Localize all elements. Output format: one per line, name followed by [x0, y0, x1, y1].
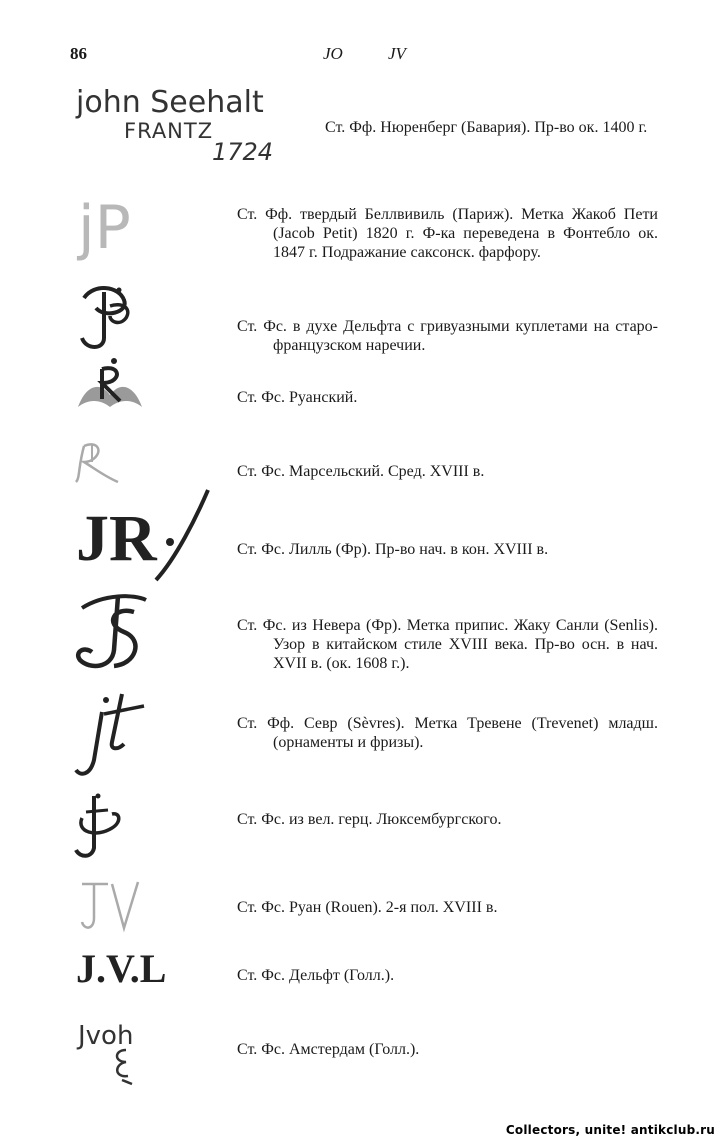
- page-number: 86: [70, 44, 87, 63]
- entry-1-text: Ст. Фф. Нюренберг (Бавария). Пр-во ок. 1400 г.: [325, 119, 648, 136]
- running-head-left: JO: [323, 44, 343, 63]
- entry-3-text: Ст. Фс. в духе Дельфта с гривуазными куплетами на старо-французском наречии.: [237, 318, 658, 354]
- mark-js-nevers: [74, 590, 154, 675]
- mark-john-seehalt-line2: FRANTZ: [124, 119, 214, 143]
- mark-jr-lille: [76, 488, 211, 583]
- mark-jp-script: [74, 278, 144, 353]
- entry-6-text: Ст. Фс. Лилль (Фр). Пр-во нач. в кон. XVIII в.: [237, 541, 549, 558]
- mark-jp: [76, 190, 156, 263]
- entry-12-text: Ст. Фс. Амстердам (Голл.).: [237, 1041, 420, 1058]
- mark-jvl-delft-text: J.V.L: [76, 946, 167, 991]
- mark-jvl-delft: [76, 946, 211, 991]
- running-head-right: JV: [388, 44, 406, 63]
- mark-r-marseille: [74, 438, 134, 486]
- entry-8-text: Ст. Фф. Севр (Sèvres). Метка Тревене (Trevenet) младш. (орнаменты и фризы).: [237, 715, 658, 751]
- entry-5-text: Ст. Фс. Марсельский. Сред. XVIII в.: [237, 463, 485, 480]
- mark-jvoh-amsterdam: [76, 1008, 166, 1088]
- mark-jt-sevres: [72, 690, 152, 780]
- watermark: Collectors, unite! antikclub.ru: [505, 1123, 715, 1137]
- mark-jf-luxembourg: [72, 792, 127, 862]
- mark-john-seehalt: [74, 80, 289, 165]
- entry-11-text: Ст. Фс. Дельфт (Голл.).: [237, 967, 395, 984]
- entry-7-text: Ст. Фс. из Невера (Фр). Метка припис. Жаку Санли (Senlis). Узор в китайском стиле XVIII века. Пр-во осн. в нач. XVII в. (ок. 1608 г.).: [237, 617, 658, 672]
- mark-john-seehalt-line1: john Seehalt: [76, 85, 264, 120]
- entry-2-text: Ст. Фф. твердый Беллвивиль (Париж). Метка Жакоб Пети (Jacob Petit) 1820 г. Ф-ка переведена в Фонтебло ок. 1847 г. Подражание саксонск. фарфору.: [237, 206, 658, 261]
- mark-r-rouen: [76, 355, 146, 415]
- mark-jr-lille-text: JR: [76, 502, 157, 575]
- entry-10-text: Ст. Фс. Руан (Rouen). 2-я пол. XVIII в.: [237, 899, 498, 916]
- mark-jp-text: jP: [78, 193, 131, 263]
- mark-jv-rouen: [78, 878, 143, 933]
- mark-jvoh-amsterdam-text: Jvoh: [78, 1021, 134, 1051]
- entry-9-text: Ст. Фс. из вел. герц. Люксембургского.: [237, 811, 502, 828]
- mark-john-seehalt-line3: 1724: [212, 138, 274, 166]
- entry-4-text: Ст. Фс. Руанский.: [237, 389, 358, 406]
